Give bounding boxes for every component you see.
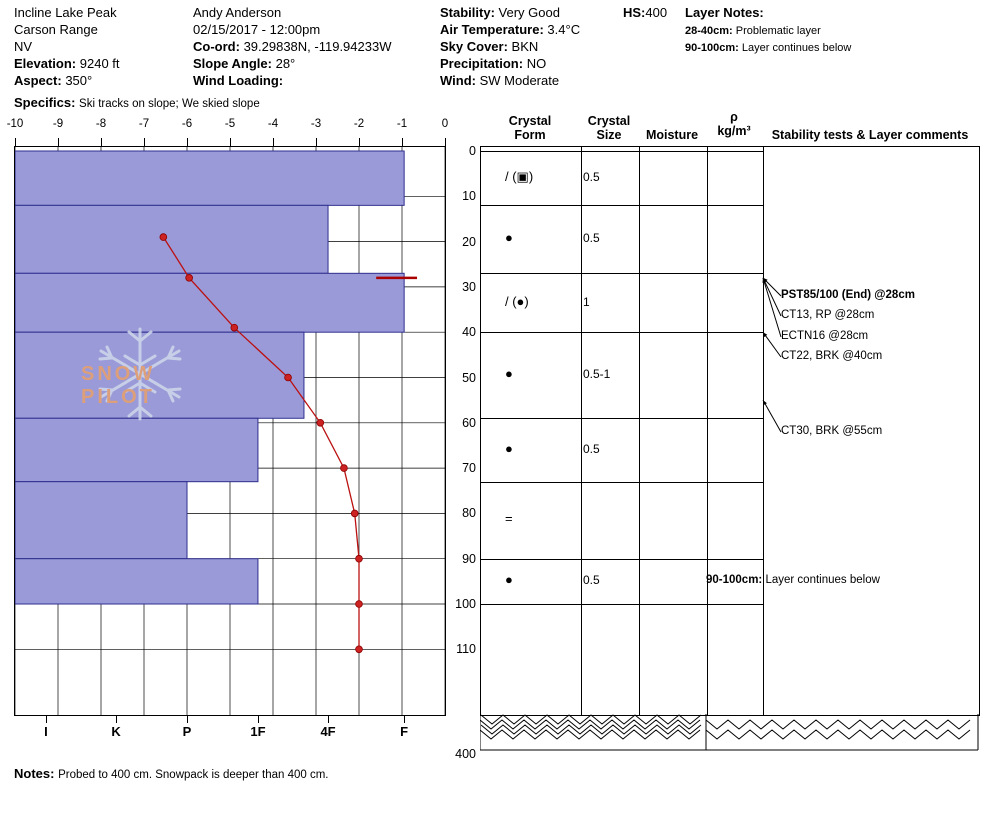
- crystal-form-cell: ●: [505, 572, 513, 588]
- header-wind: Wind: SW Moderate: [440, 73, 560, 88]
- depth-tick-label: 400: [455, 747, 476, 761]
- temp-tick: [187, 138, 188, 146]
- layer-comment-text: Layer continues below: [762, 574, 880, 587]
- pit-header: [0, 0, 994, 112]
- header-range: Carson Range: [14, 22, 98, 37]
- crystal-form-cell: ●: [505, 230, 513, 246]
- depth-tick-label: 50: [462, 370, 476, 385]
- temp-tick-label: -8: [95, 118, 107, 130]
- crystal-form-cell: =: [505, 511, 513, 527]
- hardness-bar: [15, 559, 258, 604]
- comment-arrows: [481, 147, 979, 715]
- temp-tick: [101, 138, 102, 146]
- header-state: NV: [14, 39, 33, 54]
- hardness-tick-label: 4F: [320, 724, 336, 739]
- temperature-point: [356, 601, 363, 608]
- temperature-point: [285, 374, 292, 381]
- th-stability-tests: Stability tests & Layer comments: [771, 128, 969, 142]
- temperature-point: [231, 324, 238, 331]
- table-bottom-break: [480, 714, 980, 756]
- crystal-form-cell: / (▣): [505, 169, 534, 185]
- header-total-snow-height: HS:400: [623, 5, 668, 20]
- header-sky-cover: Sky Cover: BKN: [440, 39, 539, 54]
- th-crystal-form: Crystal Form: [508, 114, 552, 142]
- temperature-point: [356, 555, 363, 562]
- temp-tick: [273, 138, 274, 146]
- temp-tick: [144, 138, 145, 146]
- header-column-hs: [623, 4, 667, 21]
- header-stability: Stability: Very Good: [440, 5, 560, 20]
- hardness-tick-label: P: [182, 724, 192, 739]
- layer-note-item: 90-100cm: Layer continues below: [685, 42, 852, 54]
- crystal-size-cell: 0.5: [583, 573, 600, 588]
- layer-notes-block: [685, 4, 851, 57]
- temp-tick: [445, 138, 446, 146]
- hardness-bar: [15, 151, 404, 205]
- crystal-size-cell: 0.5: [583, 170, 600, 185]
- header-elevation: Elevation: 9240 ft: [14, 56, 120, 71]
- watermark-text: SNOW PILOT: [81, 363, 156, 408]
- hardness-tick-label: 1F: [250, 724, 266, 739]
- depth-tick-label: 100: [455, 597, 476, 611]
- temperature-point: [317, 419, 324, 426]
- depth-tick-label: 10: [462, 189, 476, 204]
- header-slope-angle: Slope Angle: 28°: [193, 56, 296, 71]
- layer-table-header: [480, 108, 980, 146]
- temperature-point: [341, 465, 348, 472]
- crystal-size-cell: 0.5: [583, 441, 600, 456]
- snowpilot-watermark-icon: [55, 319, 225, 429]
- layer-comment-range: 90-100cm:: [706, 574, 763, 587]
- temperature-axis: [6, 116, 449, 146]
- profile-svg: [15, 147, 445, 715]
- hardness-bar: [15, 482, 187, 559]
- temp-tick-label: -4: [267, 118, 279, 130]
- temp-tick-label: -9: [52, 118, 64, 130]
- temp-tick-label: -3: [310, 118, 322, 130]
- crystal-form-cell: ●: [505, 440, 513, 456]
- crystal-form-cell: ●: [505, 366, 513, 382]
- stability-test-comment: ECTN16 @28cm: [781, 330, 869, 342]
- snow-profile-plot: [14, 146, 446, 716]
- layer-notes-title: Layer Notes:: [685, 5, 764, 20]
- header-column-location: [14, 4, 120, 89]
- stability-test-comment: PST85/100 (End) @28cm: [781, 289, 915, 301]
- depth-tick-label: 20: [462, 234, 476, 249]
- hardness-bar: [15, 205, 328, 273]
- temperature-point: [356, 646, 363, 653]
- temp-tick-label: -10: [6, 118, 24, 130]
- plot-bottom-break: [14, 714, 446, 756]
- hardness-tick-label: I: [44, 724, 48, 739]
- depth-tick-label: 40: [462, 325, 476, 340]
- header-site-name: Incline Lake Peak: [14, 5, 117, 20]
- temperature-point: [351, 510, 358, 517]
- header-column-observer: [193, 4, 391, 89]
- th-density: ρ kg/m³: [717, 110, 751, 138]
- header-datetime: 02/15/2017 - 12:00pm: [193, 22, 321, 37]
- header-wind-loading: Wind Loading:: [193, 73, 284, 88]
- pit-notes: Notes: Probed to 400 cm. Snowpack is deeper than 400 cm.: [14, 766, 329, 781]
- temp-tick: [58, 138, 59, 146]
- depth-axis: [446, 144, 480, 761]
- header-aspect: Aspect: 350°: [14, 73, 93, 88]
- header-coordinates: Co-ord: 39.29838N, -119.94233W: [193, 39, 392, 54]
- header-air-temperature: Air Temperature: 3.4°C: [440, 22, 581, 37]
- header-specifics: Specifics: Ski tracks on slope; We skied slope: [14, 95, 260, 110]
- stability-test-comment: CT30, BRK @55cm: [781, 425, 883, 437]
- temp-tick: [402, 138, 403, 146]
- temp-tick-label: -5: [224, 118, 236, 130]
- header-column-conditions: [440, 4, 580, 89]
- stability-test-comment: CT22, BRK @40cm: [781, 350, 883, 362]
- depth-tick-label: 110: [456, 642, 476, 657]
- crystal-size-cell: 0.5-1: [583, 367, 611, 382]
- temp-tick-label: -2: [353, 118, 365, 130]
- crystal-size-cell: 1: [583, 294, 590, 309]
- layer-table: [480, 146, 980, 716]
- temperature-point: [186, 274, 193, 281]
- depth-tick-label: 60: [462, 415, 476, 430]
- depth-tick-label: 70: [462, 461, 476, 476]
- th-moisture: Moisture: [645, 128, 699, 142]
- temp-tick: [15, 138, 16, 146]
- depth-tick-label: 80: [462, 506, 476, 521]
- temp-tick: [230, 138, 231, 146]
- layer-comment: [706, 574, 880, 586]
- temp-tick-label: -1: [396, 118, 408, 130]
- hardness-tick-label: K: [111, 724, 121, 739]
- depth-tick-label: 30: [462, 279, 476, 294]
- depth-tick-label: 90: [462, 551, 476, 566]
- temperature-point: [160, 234, 167, 241]
- header-observer: Andy Anderson: [193, 5, 282, 20]
- hardness-tick-label: F: [400, 724, 409, 739]
- temp-tick-label: 0: [441, 118, 449, 130]
- layer-note-item: 28-40cm: Problematic layer: [685, 25, 821, 37]
- stability-test-comment: CT13, RP @28cm: [781, 309, 875, 321]
- header-precipitation: Precipitation: NO: [440, 56, 547, 71]
- temp-tick: [359, 138, 360, 146]
- temp-tick: [316, 138, 317, 146]
- depth-tick-label: 0: [469, 144, 476, 158]
- th-crystal-size: Crystal Size: [587, 114, 631, 142]
- temp-tick-label: -7: [138, 118, 150, 130]
- temp-tick-label: -6: [181, 118, 193, 130]
- crystal-size-cell: 0.5: [583, 231, 600, 246]
- crystal-form-cell: / (●): [505, 293, 529, 309]
